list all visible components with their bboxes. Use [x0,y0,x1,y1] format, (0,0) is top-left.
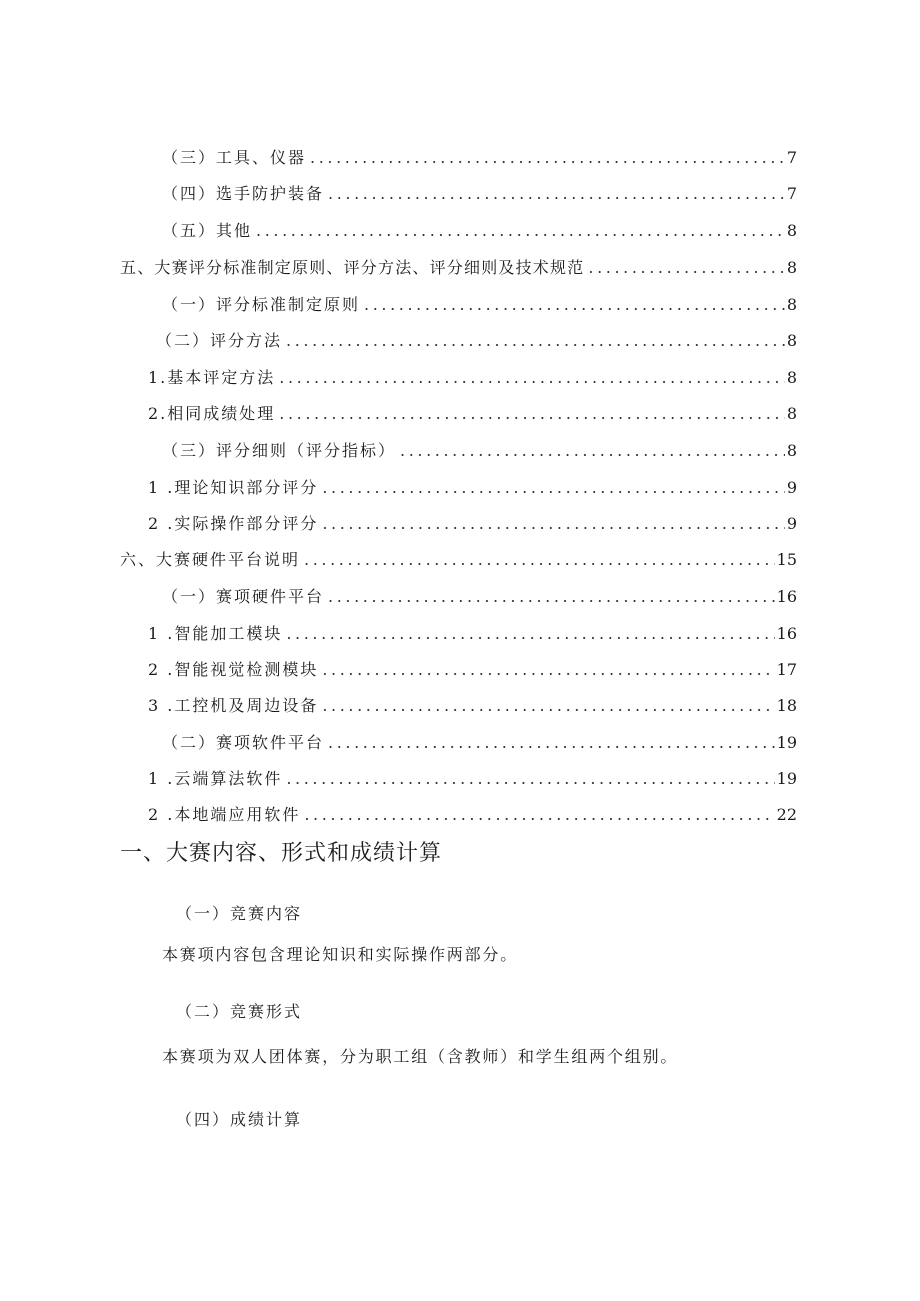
toc-entry[interactable] [162,439,797,463]
toc-entry-label: （五）其他 [162,221,253,240]
toc-entry-label: （四）选手防护装备 [162,184,325,203]
subsection-heading: （一）竞赛内容 [176,904,303,923]
toc-entry-label: （三）工具、仪器 [162,148,307,167]
toc-entry-label: 1.基本评定方法 [148,368,276,387]
toc-entry[interactable] [162,219,797,243]
toc-dot-leader [279,402,785,426]
toc-entry-label: 五、大赛评分标准制定原则、评分方法、评分细则及技术规范 [120,258,585,277]
toc-dot-leader [328,731,775,755]
toc-dot-leader [304,803,774,827]
toc-entry-label: 3 .工控机及周边设备 [148,696,319,715]
toc-dot-leader [364,293,785,317]
toc-page-number: 17 [776,660,797,679]
body-paragraph: 本赛项为双人团体赛，分为职工组（含教师）和学生组两个组别。 [162,1047,679,1066]
toc-entry-label: （一）评分标准制定原则 [162,295,361,314]
toc-page-number: 15 [776,550,797,569]
toc-page-number: 8 [786,221,797,240]
toc-entry-label: 2 .智能视觉检测模块 [148,660,319,679]
toc-page-number: 18 [776,696,797,715]
toc-entry[interactable] [162,731,797,755]
toc-entry[interactable] [120,256,797,280]
toc-entry[interactable] [148,512,797,536]
toc-dot-leader [310,146,785,170]
toc-dot-leader [328,585,775,609]
toc-page-number: 7 [786,184,797,203]
toc-dot-leader [304,548,775,572]
toc-page-number: 16 [776,624,797,643]
toc-page-number: 8 [786,404,797,423]
toc-entry[interactable] [162,293,797,317]
section-heading: 一、大赛内容、形式和成绩计算 [120,841,443,866]
toc-page-number: 16 [776,587,797,606]
toc-entry-label: （一）赛项硬件平台 [162,587,325,606]
toc-entry-label: 2.相同成绩处理 [148,404,276,423]
toc-entry[interactable] [148,476,797,500]
toc-entry[interactable] [120,548,797,572]
toc-page-number: 22 [776,805,797,824]
toc-entry[interactable] [148,402,797,426]
toc-entry-label: （二）赛项软件平台 [162,733,325,752]
toc-page-number: 8 [786,331,797,350]
toc-entry-label: （三）评分细则（评分指标） [162,441,397,460]
toc-page-number: 9 [786,478,797,497]
toc-dot-leader [588,256,784,280]
toc-entry[interactable] [162,585,797,609]
toc-dot-leader [322,658,774,682]
toc-entry-label: 1 .智能加工模块 [148,624,283,643]
toc-page-number: 19 [776,769,797,788]
toc-entry-label: 1 .云端算法软件 [148,769,283,788]
toc-dot-leader [322,476,784,500]
toc-entry[interactable] [148,366,797,390]
toc-page-number: 8 [786,441,797,460]
toc-page-number: 8 [786,295,797,314]
toc-dot-leader [400,439,785,463]
toc-page-number: 8 [786,258,797,277]
toc-entry[interactable] [148,767,797,791]
toc-dot-leader [322,694,774,718]
body-paragraph: 本赛项内容包含理论知识和实际操作两部分。 [162,945,519,964]
toc-dot-leader [256,219,785,243]
toc-entry[interactable] [148,694,797,718]
toc-entry[interactable] [148,622,797,646]
toc-page-number: 7 [786,148,797,167]
toc-dot-leader [279,366,785,390]
toc-entry-label: 2 .实际操作部分评分 [148,514,319,533]
toc-dot-leader [322,512,784,536]
toc-entry[interactable] [156,329,797,353]
toc-page-number: 9 [786,514,797,533]
toc-dot-leader [286,622,774,646]
toc-entry-label: 1 .理论知识部分评分 [148,478,319,497]
toc-dot-leader [286,329,785,353]
subsection-heading: （四）成绩计算 [176,1110,303,1129]
toc-entry[interactable] [162,146,797,170]
toc-dot-leader [286,767,774,791]
toc-entry[interactable] [148,658,797,682]
toc-entry-label: 2 .本地端应用软件 [148,805,301,824]
toc-entry-label: 六、大赛硬件平台说明 [120,550,301,569]
toc-page-number: 8 [786,368,797,387]
toc-entry[interactable] [162,182,797,206]
toc-dot-leader [328,182,785,206]
toc-page-number: 19 [776,733,797,752]
toc-entry[interactable] [148,803,797,827]
toc-entry-label: （二）评分方法 [156,331,283,350]
subsection-heading: （二）竞赛形式 [176,1002,303,1021]
